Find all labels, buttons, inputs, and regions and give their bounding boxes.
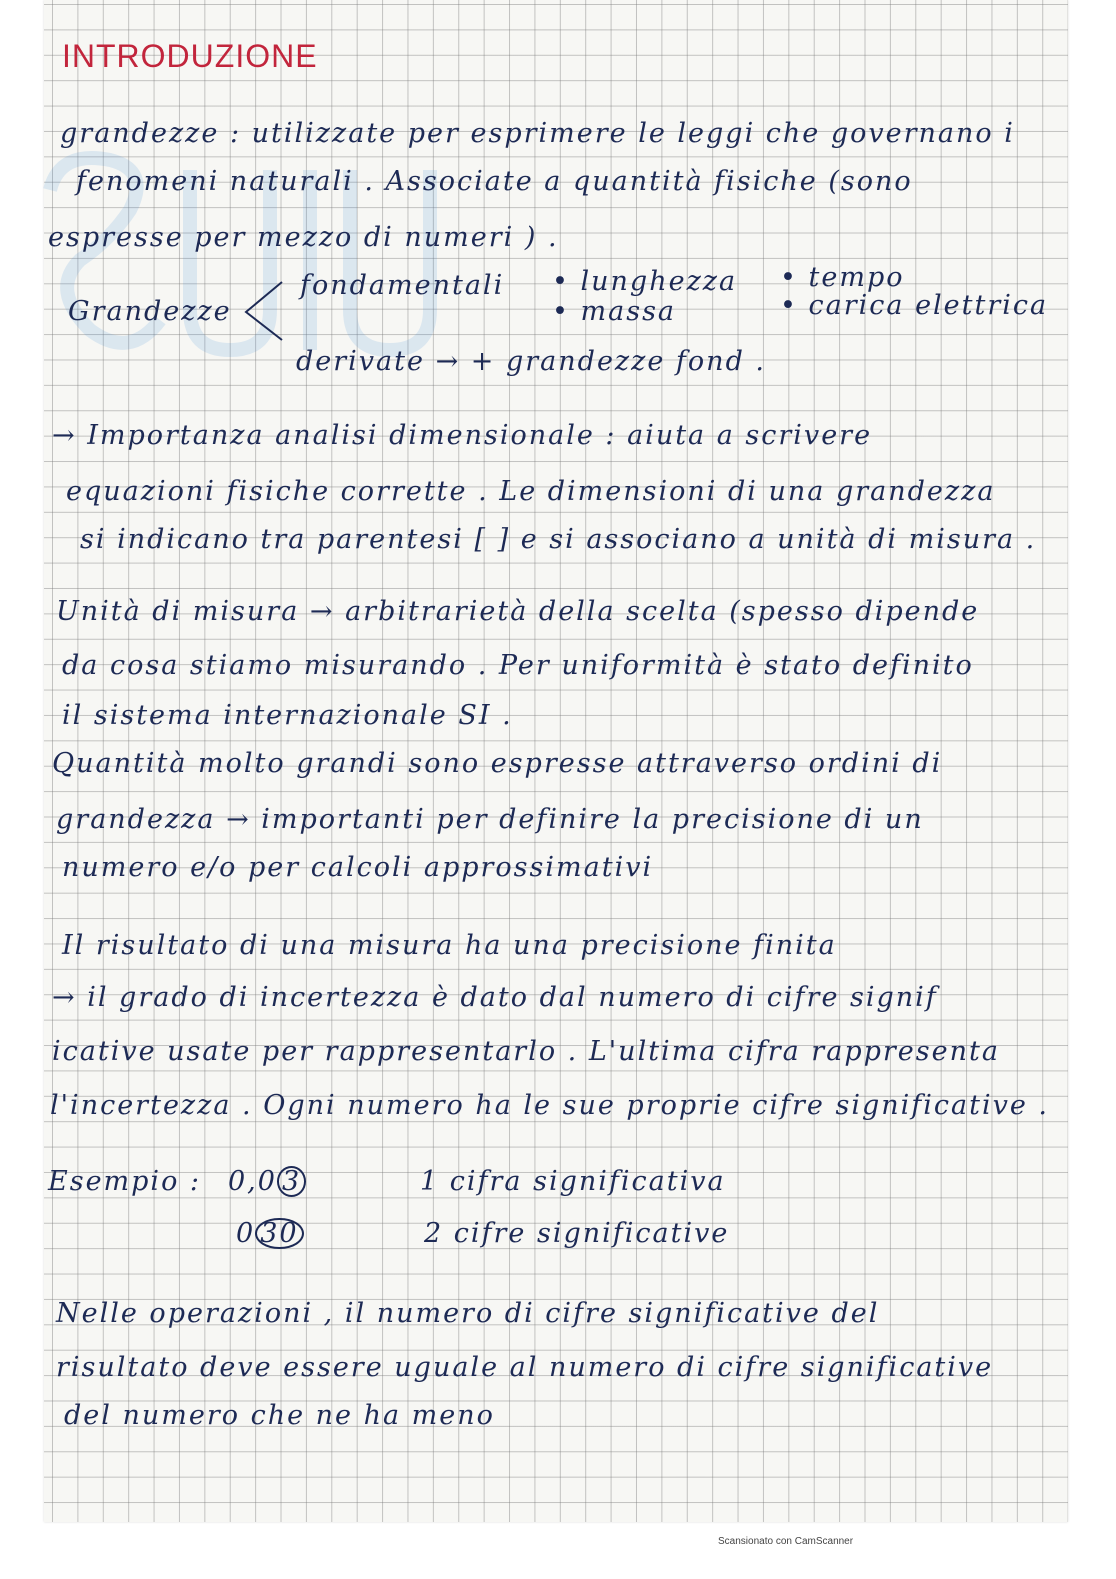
example-label: Esempio : <box>48 1166 201 1197</box>
example-number-prefix: 0,0 <box>228 1166 277 1197</box>
list-item: • massa <box>552 296 677 327</box>
list-item: • lunghezza <box>552 266 738 297</box>
text-line: Il risultato di una misura ha una precisione finita <box>62 930 837 961</box>
text-line: numero e/o per calcoli approssimativi <box>62 852 654 883</box>
text-line: espresse per mezzo di numeri ) . <box>48 222 559 253</box>
circled-digit: 3 <box>277 1166 306 1197</box>
text-line: del numero che ne ha meno <box>64 1400 495 1431</box>
text-line: da cosa stiamo misurando . Per uniformità è stato definito <box>62 650 974 681</box>
list-item: • tempo <box>780 262 905 293</box>
example-desc: 2 cifre significative <box>424 1218 730 1249</box>
text-line: → il grado di incertezza è dato dal numero di cifre signif <box>52 982 938 1013</box>
text-line: l'incertezza . Ogni numero ha le sue proprie cifre significative . <box>50 1090 1049 1121</box>
list-item: • carica elettrica <box>780 290 1049 321</box>
example-number <box>228 1166 306 1197</box>
text-line: Unità di misura → arbitrarietà della scelta (spesso dipende <box>56 596 980 627</box>
text-line: grandezze : utilizzate per esprimere le leggi che governano i <box>60 118 1015 149</box>
page-title: INTRODUZIONE <box>62 38 318 74</box>
text-line: → Importanza analisi dimensionale : aiuta a scrivere <box>52 420 873 451</box>
example-number-prefix: 0 <box>236 1218 256 1249</box>
text-line: Quantità molto grandi sono espresse attraverso ordini di <box>52 748 943 779</box>
example-number <box>236 1218 304 1249</box>
scanner-footer: Scansionato con CamScanner <box>718 1536 854 1547</box>
grandezze-label: Grandezze <box>68 296 232 327</box>
derivate-label: derivate → + grandezze fond . <box>296 346 767 377</box>
fondamentali-label: fondamentali <box>300 270 505 301</box>
text-line: fenomeni naturali . Associate a quantità fisiche (sono <box>76 166 913 197</box>
text-line: si indicano tra parentesi [ ] e si associano a unità di misura . <box>80 524 1037 555</box>
text-line: icative usate per rappresentarlo . L'ultima cifra rappresenta <box>52 1036 1000 1067</box>
text-line: il sistema internazionale SI . <box>62 700 513 731</box>
circled-digit: 30 <box>255 1218 303 1249</box>
text-line: equazioni fisiche corrette . Le dimensioni di una grandezza <box>66 476 996 507</box>
text-line: Nelle operazioni , il numero di cifre significative del <box>56 1298 880 1329</box>
text-line: grandezza → importanti per definire la precisione di un <box>56 804 924 835</box>
text-line: risultato deve essere uguale al numero di cifre significative <box>56 1352 994 1383</box>
example-desc: 1 cifra significativa <box>420 1166 726 1197</box>
